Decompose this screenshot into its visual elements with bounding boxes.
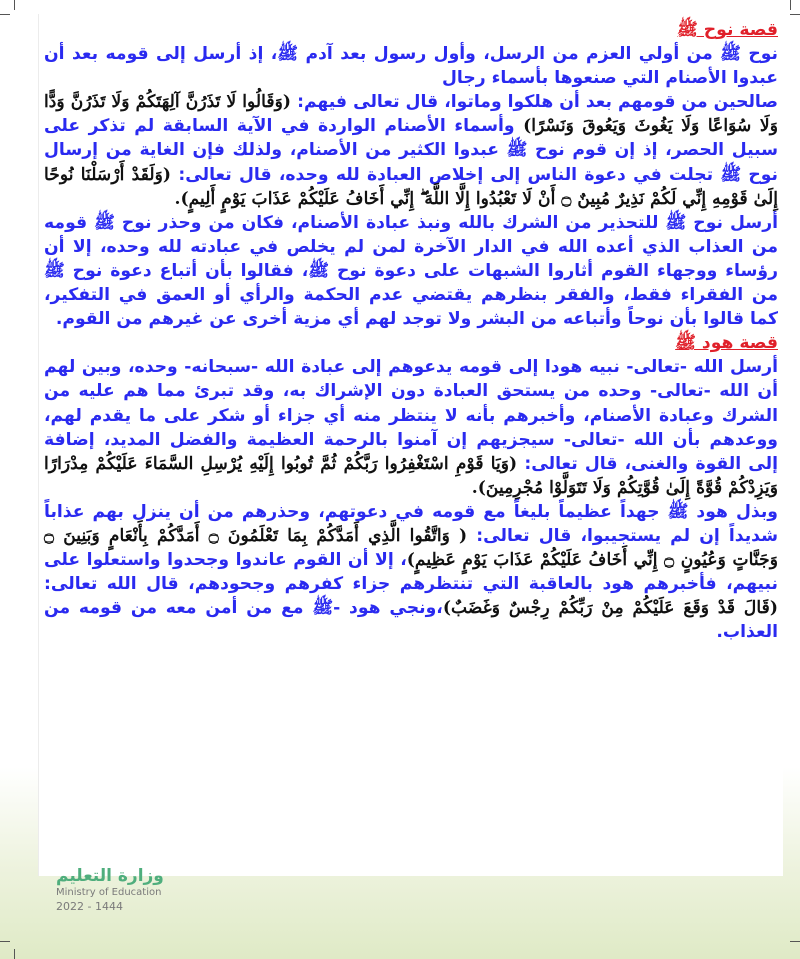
hud-warning-continuation: ، إلا أن القوم عاندوا وجحدوا واستعلوا على نبيهم، فأخبرهم هود بالعاقبة التي تنتظرهم جزاء كفرهم وجحودهم، قال الله تعالى: <box>44 550 778 595</box>
crop-mark <box>14 949 15 959</box>
noah-idols-continuation: وأسماء الأصنام الواردة في الآية السابقة لم تذكر على سبيل الحصر، إذ إن قوم نوح ﷺ عبدوا الكثير من الأصنام، ولذلك فإن الغاية من إرسال نوح ﷺ تجلت في دعوة الناس إلى إخلاص العبادة لله وحده، قال تعالى: <box>44 116 779 185</box>
hud-story-heading: قصة هود ﷺ <box>675 333 778 354</box>
noah-idols-text: صالحين من قومهم بعد أن هلكوا وماتوا، قال تعالى فيهم: <box>291 92 778 113</box>
quran-verse: (قَالَ قَدْ وَقَعَ عَلَيْكُمْ مِنْ رَبِّكُمْ رِجْسٌ وَغَضَبٌ) <box>442 598 778 619</box>
quran-verse: ( وَاتَّقُوا الَّذِي أَمَدَّكُمْ بِمَا تَعْلَمُونَ ۝ أَمَدَّكُمْ بِأَنْعَامٍ وَبَنِينَ ۝ وَجَنَّاتٍ وَعُيُونٍ ۝ إِنِّي أَخَافُ عَلَيْكُمْ عَذَابَ يَوْمٍ عَظِيمٍ) <box>44 525 779 571</box>
noah-idols-paragraph <box>44 90 778 210</box>
crop-mark <box>0 14 10 15</box>
crop-mark <box>14 0 15 10</box>
document-body <box>44 18 778 644</box>
crop-mark <box>790 14 800 15</box>
crop-mark <box>790 0 791 10</box>
edition-year: 2022 - 1444 <box>56 900 123 913</box>
hud-mission-text: أرسل الله -تعالى- نبيه هودا إلى قومه يدعوهم إلى عبادة الله -سبحانه- وحده، وبين لهم أن الله -تعالى- وحده من يستحق العبادة دون الإشراك به، وقد تبرئ مما هم عليه من الشرك وعبادة الأصنام، وأخبرهم بأنه لا ينتظر منه أي جزاء أو شكر على ما يقدم لهم، ووعدهم بأن الله -تعالى- سيجزيهم إن آمنوا بالرحمة العظيمة والفضل المديد، إضافة إلى القوة والغنى، قال تعالى: <box>44 357 778 474</box>
hud-warning-paragraph <box>44 500 778 645</box>
hud-warning-ending: ،ونجي هود -ﷺ مع من أمن معه من قومه من العذاب. <box>44 598 778 643</box>
hud-warning-text: وبذل هود ﷺ جهداً عظيماً بليغاً مع قومه في دعوتهم، وحذرهم من أن ينزل بهم عذاباً شديداً إن لم يستجيبوا، قال تعالى: <box>44 501 779 546</box>
crop-mark <box>790 941 800 942</box>
ministry-name-english: Ministry of Education <box>56 887 162 898</box>
ministry-logo <box>56 866 164 915</box>
quran-verse: (وَقَالُوا لَا تَذَرُنَّ آلِهَتَكُمْ وَلَا تَذَرُنَّ وَدًّا وَلَا سُوَاعًا وَلَا يَغُوثَ وَيَعُوقَ وَنَسْرًا) <box>44 92 778 137</box>
noah-warning-paragraph: أرسل نوح ﷺ للتحذير من الشرك بالله ونبذ عبادة الأصنام، فكان من وحذر نوح ﷺ قومه من العذاب الذي أعده الله في الدار الآخرة لمن لم يخلص في عبادته لله وحده، إلا أن رؤساء ووجهاء القوم أثاروا الشبهات على دعوة نوح ﷺ، فقالوا بأن أتباع دعوة نوح ﷺ من الفقراء فقط، والفقر بنظرهم يقتضي عدم الحكمة والرأي أو العمق في التفكير، كما قالوا بأن نوحاً وأتباعه من البشر ولا توجد لهم أي مزية أخرى عن غيرهم من القوم. <box>44 212 778 330</box>
quran-verse: (وَلَقَدْ أَرْسَلْنَا نُوحًا إِلَىٰ قَوْمِهِ إِنِّي لَكُمْ نَذِيرٌ مُبِينٌ ۝ أَنْ لَا تَعْبُدُوا إِلَّا اللَّهَ ۖ إِنِّي أَخَافُ عَلَيْكُمْ عَذَابَ يَوْمٍ أَلِيمٍ). <box>44 164 778 209</box>
crop-mark <box>0 941 10 942</box>
quran-verse: (وَيَا قَوْمِ اسْتَغْفِرُوا رَبَّكُمْ ثُمَّ تُوبُوا إِلَيْهِ يُرْسِلِ السَّمَاءَ عَلَيْكُمْ مِدْرَارًا وَيَزِدْكُمْ قُوَّةً إِلَىٰ قُوَّتِكُمْ وَلَا تَتَوَلَّوْا مُجْرِمِينَ). <box>44 453 778 498</box>
ministry-name-arabic: وزارة التعليم <box>56 866 164 886</box>
hud-mission-paragraph <box>44 355 778 500</box>
noah-story-heading: قصة نوح ﷺ <box>677 20 778 40</box>
noah-intro-paragraph: نوح ﷺ من أولي العزم من الرسل، وأول رسول بعد آدم ﷺ، إذ أرسل إلى قومه بعد أن عبدوا الأصنام التي صنعوها بأسماء رجال <box>44 44 778 89</box>
